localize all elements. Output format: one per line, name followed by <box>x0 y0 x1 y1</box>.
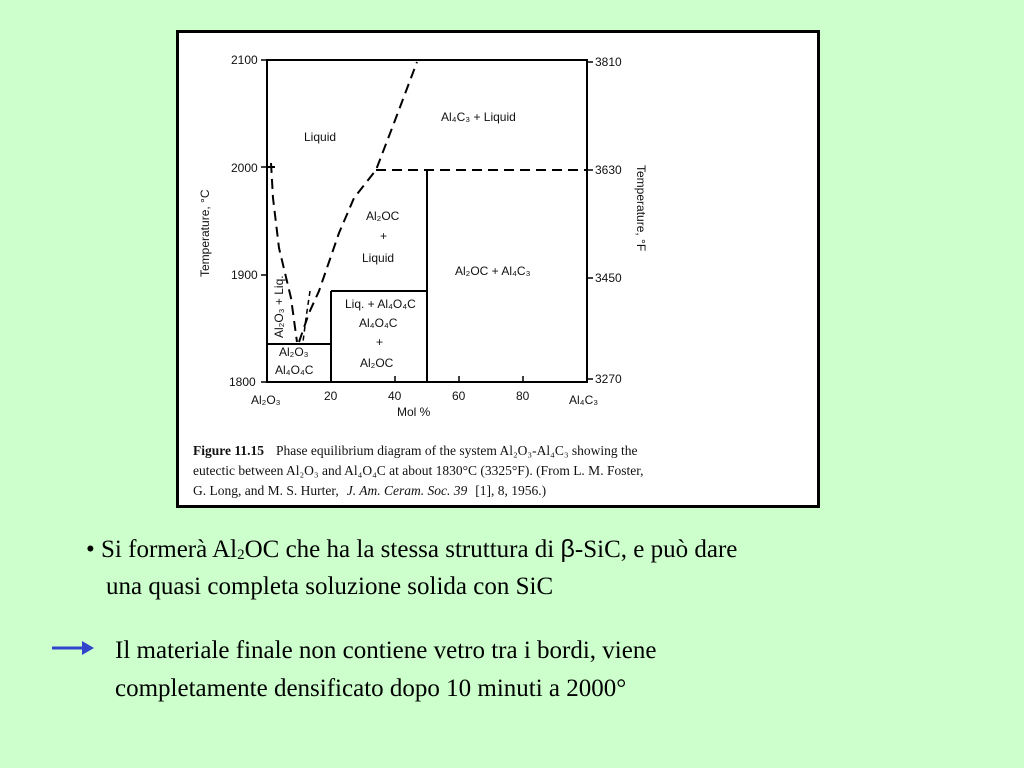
y-left-tick-1800: 1800 <box>229 375 256 389</box>
y-left-tick-1900: 1900 <box>231 268 258 282</box>
bullet-marker: • <box>86 536 95 563</box>
region-al4o4c-al2oc-2: + <box>376 335 384 349</box>
x-axis-label: Mol % <box>397 405 431 419</box>
beta-symbol: β <box>560 535 575 563</box>
phase-diagram-svg <box>179 33 817 505</box>
caption-line-2: eutectic between Al₂O₃ and Al₄O₄C at about 1830°C (3325°F). (From L. M. Foster, <box>193 463 644 478</box>
y-left-tick-2100: 2100 <box>231 53 258 67</box>
caption-line-3 <box>193 482 546 499</box>
region-al2o3-al4o4c-2: Al₄O₄C <box>275 363 314 377</box>
y-right-tick-3450: 3450 <box>595 271 622 285</box>
caption-journal: J. Am. Ceram. Soc. 39 <box>346 483 468 498</box>
region-al2o3-al4o4c-1: Al₂O₃ <box>279 345 309 359</box>
y-right-tick-3630: 3630 <box>595 163 622 177</box>
bullet-paragraph <box>86 532 996 604</box>
phase-diagram-figure <box>176 30 820 508</box>
bullet-text-part3: -SiC, e può dare <box>574 536 738 563</box>
region-al2oc-liquid-3: Liquid <box>362 251 395 265</box>
x-left-end-label: Al₂O₃ <box>251 393 281 407</box>
arrow-right-icon <box>50 638 96 658</box>
caption-citation: [1], 8, 1956.) <box>475 483 547 498</box>
x-right-end-label: Al₄C₃ <box>569 393 599 407</box>
region-al2o3-liq: Al₂O₃ + Liq. <box>272 275 286 338</box>
region-al4o4c-al2oc-1: Al₄O₄C <box>359 316 398 330</box>
region-liquid: Liquid <box>304 130 337 144</box>
y-right-tick-3270: 3270 <box>595 372 622 386</box>
y-right-tick-3810: 3810 <box>595 55 622 69</box>
region-al2oc-liquid-1: Al₂OC <box>366 209 400 223</box>
conclusion-paragraph <box>115 632 975 708</box>
region-al4c3-liquid: Al₄C₃ + Liquid <box>441 110 516 124</box>
caption-line-1 <box>193 442 638 459</box>
bullet-text-part1: Si formerà Al <box>101 536 238 563</box>
conclusion-line-1: Il materiale finale non contiene vetro tra i bordi, viene <box>115 637 657 664</box>
x-tick-20: 20 <box>324 389 338 403</box>
bullet-line-1 <box>86 532 996 570</box>
y-right-axis-label: Temperature, °F <box>634 165 648 252</box>
y-left-tick-2000: 2000 <box>231 161 258 175</box>
conclusion-line-2: completamente densificato dopo 10 minuti a 2000° <box>115 675 627 702</box>
region-al2oc-al4c3: Al₂OC + Al₄C₃ <box>455 264 531 278</box>
bullet-text-part2: OC che ha la stessa struttura di <box>244 536 561 563</box>
y-left-axis-label: Temperature, °C <box>198 189 212 277</box>
x-tick-80: 80 <box>516 389 530 403</box>
caption-authors: G. Long, and M. S. Hurter, <box>193 483 339 498</box>
caption-text-1: Phase equilibrium diagram of the system Al₂O₃-Al₄C₃ showing the <box>276 443 638 458</box>
x-tick-40: 40 <box>388 389 402 403</box>
caption-figure-label: Figure 11.15 <box>193 443 265 458</box>
region-al2oc-liquid-2: + <box>380 229 388 243</box>
region-liq-al4o4c: Liq. + Al₄O₄C <box>345 297 416 311</box>
region-al4o4c-al2oc-3: Al₂OC <box>360 356 394 370</box>
bullet-subscript: 2 <box>237 546 245 563</box>
bullet-line-2: una quasi completa soluzione solida con SiC <box>106 573 554 600</box>
x-tick-60: 60 <box>452 389 466 403</box>
